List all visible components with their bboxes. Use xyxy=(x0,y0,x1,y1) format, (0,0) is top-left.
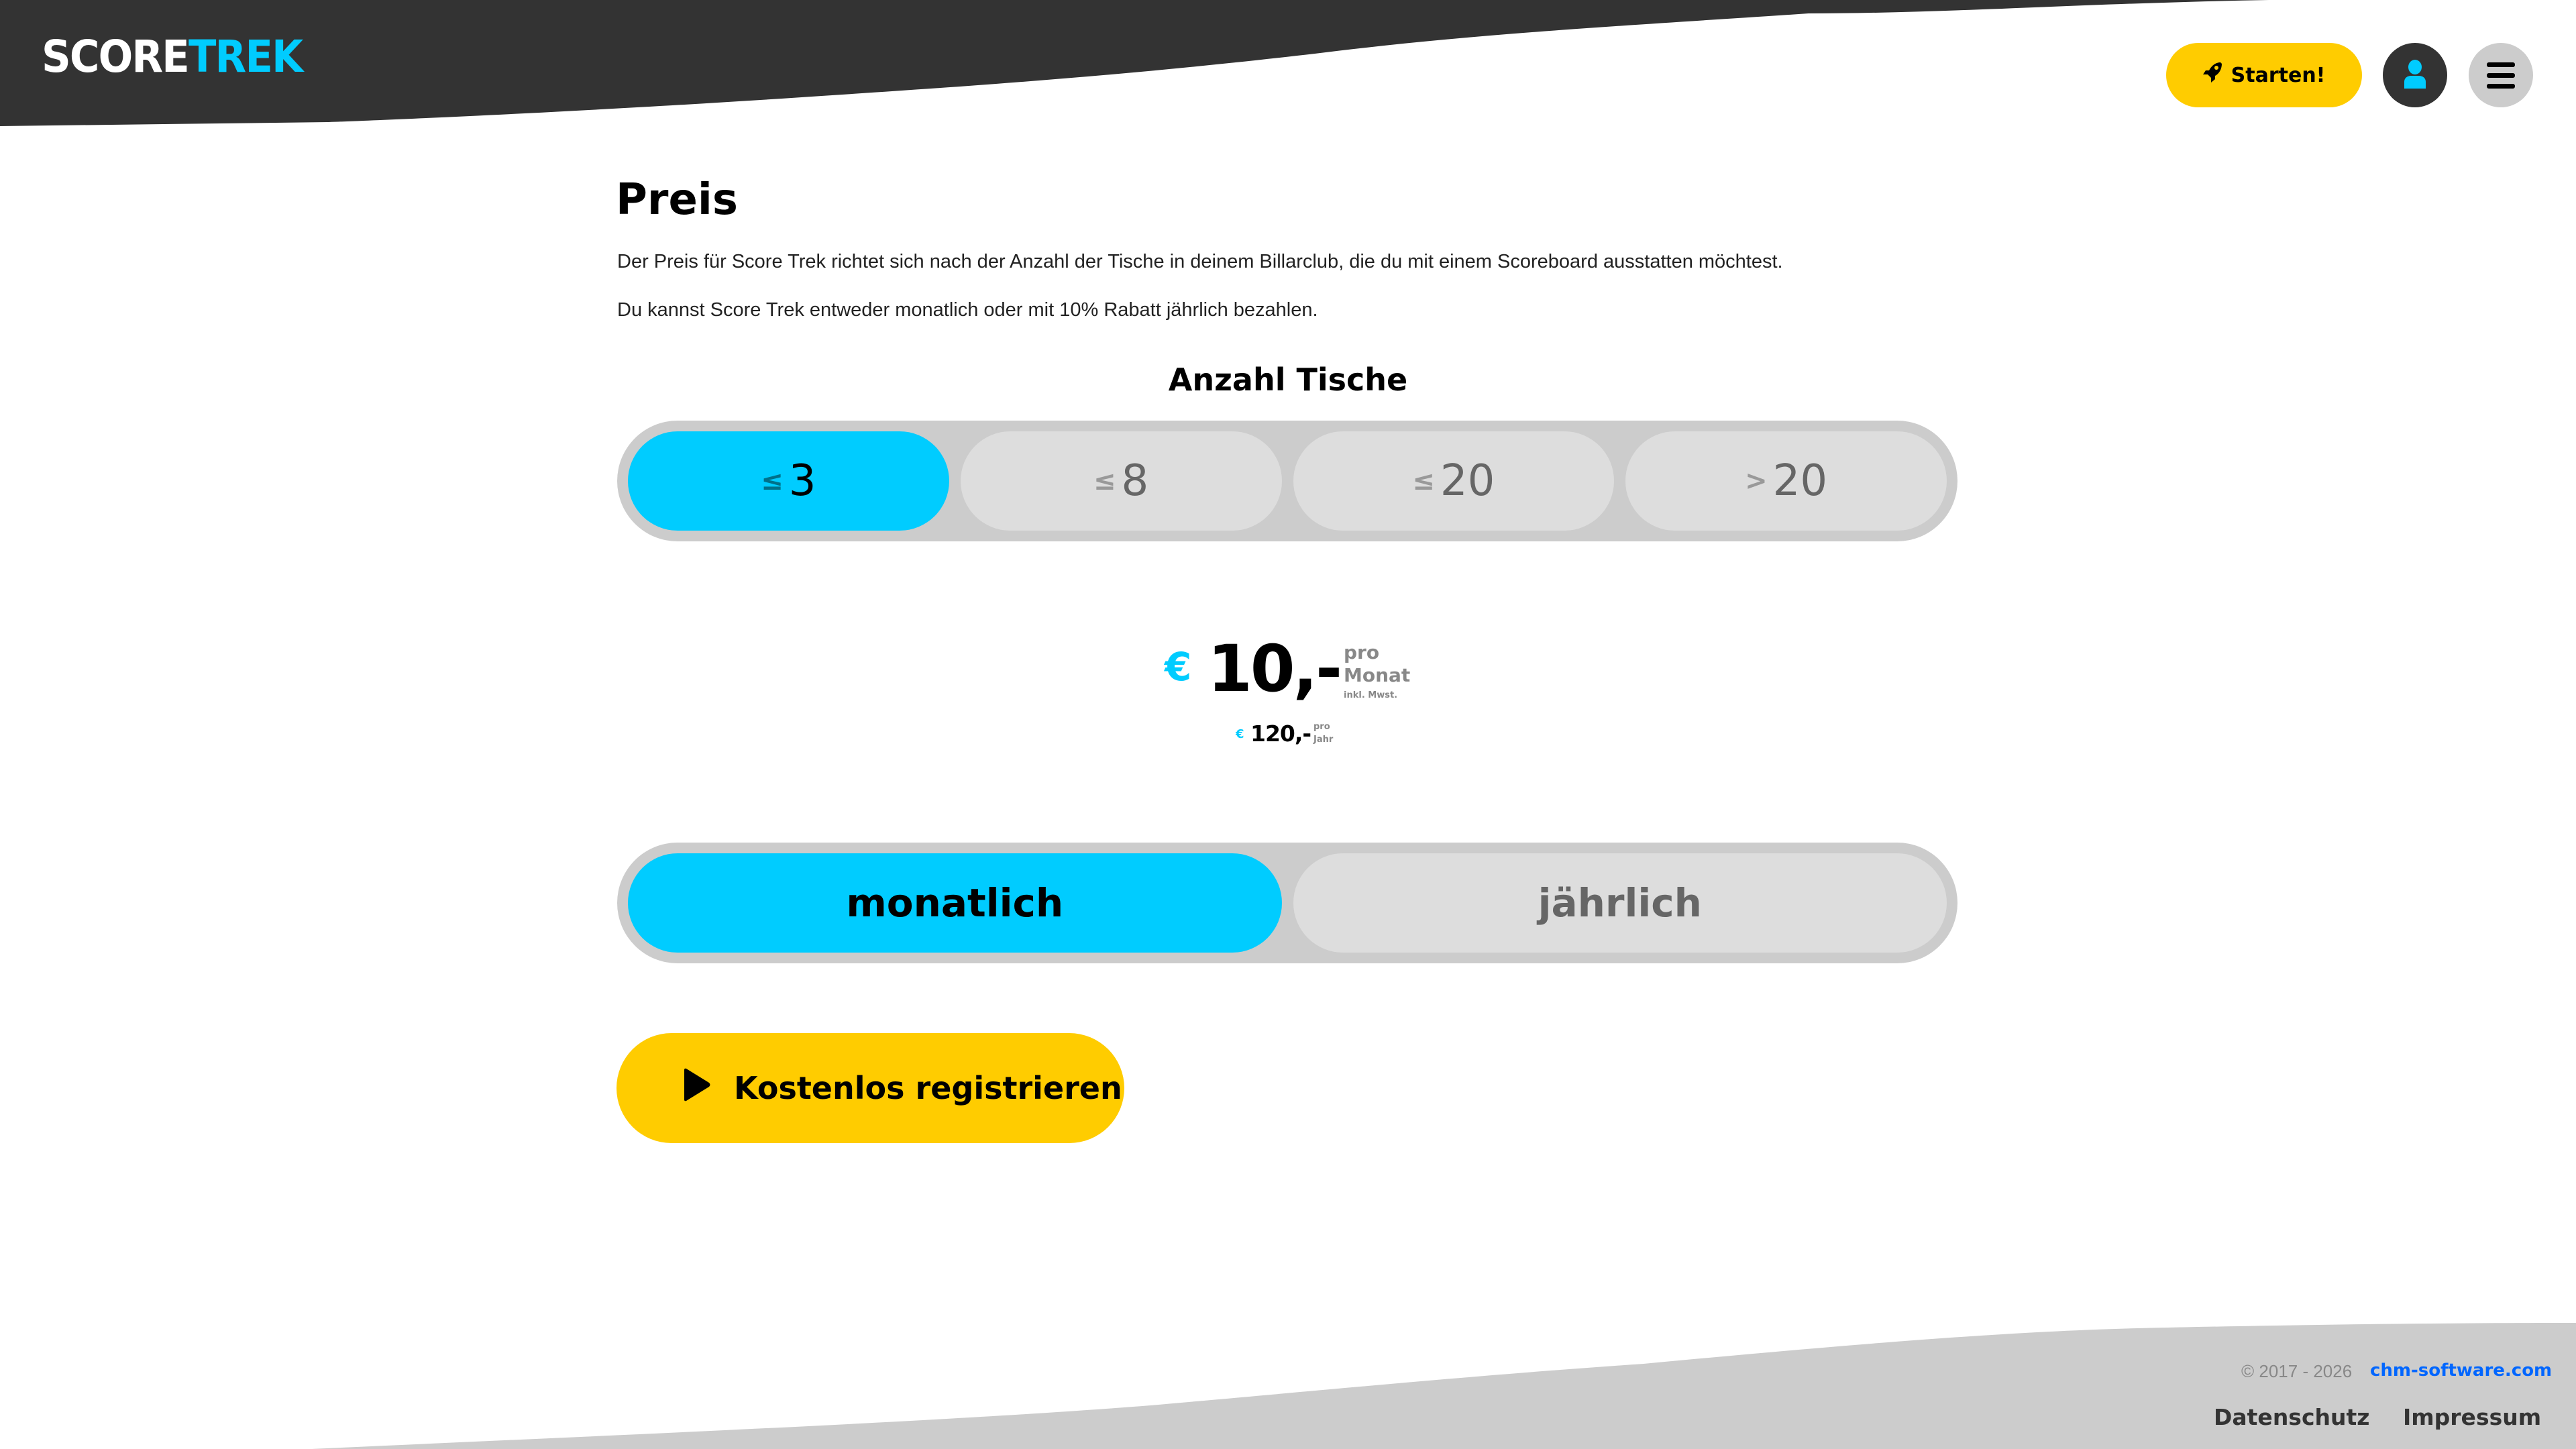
hamburger-menu-icon-bar xyxy=(2487,73,2515,78)
hamburger-menu-icon xyxy=(2487,62,2515,67)
logo[interactable] xyxy=(42,31,303,83)
privacy-link[interactable]: Datenschutz xyxy=(2214,1404,2370,1430)
rocket-icon xyxy=(2203,61,2223,89)
account-button[interactable] xyxy=(2383,43,2447,107)
monthly-per-label: pro xyxy=(1344,641,1380,663)
logo-part-score: SCORE xyxy=(42,31,189,83)
menu-button[interactable] xyxy=(2469,43,2533,107)
user-icon xyxy=(2402,59,2428,92)
period-option-label: jährlich xyxy=(1538,880,1702,926)
monthly-price: 10,- xyxy=(1208,631,1340,706)
tables-option-value: 20 xyxy=(1772,456,1828,506)
tables-option-le-3[interactable] xyxy=(628,431,949,531)
tables-selector xyxy=(617,421,1957,541)
monthly-period-label: Monat xyxy=(1344,664,1411,686)
yearly-per-label: pro xyxy=(1313,722,1330,732)
less-equal-symbol: ≤ xyxy=(761,466,784,496)
start-button[interactable] xyxy=(2166,43,2362,107)
period-option-yearly[interactable] xyxy=(1293,853,1947,953)
tables-option-value: 20 xyxy=(1440,456,1495,506)
tables-option-gt-20[interactable] xyxy=(1625,431,1947,531)
logo-part-trek: TREK xyxy=(188,31,303,83)
billing-paragraph: Du kannst Score Trek entweder monatlich oder mit 10% Rabatt jährlich bezahlen. xyxy=(617,299,1318,321)
imprint-link[interactable]: Impressum xyxy=(2403,1404,2542,1430)
period-option-monthly[interactable] xyxy=(628,853,1282,953)
yearly-price: 120,- xyxy=(1250,720,1311,747)
period-option-label: monatlich xyxy=(846,880,1064,926)
tables-option-value: 3 xyxy=(788,456,816,506)
intro-paragraph: Der Preis für Score Trek richtet sich nach der Anzahl der Tische in deinem Billarclub, die du mit einem Scoreboard ausstatten möchtest. xyxy=(617,251,1783,272)
greater-than-symbol: > xyxy=(1745,466,1768,496)
register-free-button[interactable] xyxy=(616,1033,1124,1143)
page-title: Preis xyxy=(616,175,738,225)
tables-option-le-20[interactable] xyxy=(1293,431,1615,531)
footer-background-wave xyxy=(0,1315,2576,1449)
register-free-label: Kostenlos registrieren xyxy=(734,1070,1122,1106)
play-icon xyxy=(682,1068,711,1109)
yearly-currency-symbol: € xyxy=(1236,727,1244,741)
copyright: © 2017 - 2026 xyxy=(2241,1361,2353,1381)
tables-option-le-8[interactable] xyxy=(961,431,1282,531)
hamburger-menu-icon-bar xyxy=(2487,84,2515,89)
tables-selector-title: Anzahl Tische xyxy=(1168,362,1408,398)
vat-note: inkl. Mwst. xyxy=(1344,690,1398,700)
company-link[interactable]: chm-software.com xyxy=(2370,1360,2553,1381)
yearly-period-label: Jahr xyxy=(1313,735,1334,745)
less-equal-symbol: ≤ xyxy=(1093,466,1116,496)
start-button-label: Starten! xyxy=(2231,63,2326,87)
currency-symbol: € xyxy=(1165,644,1192,690)
less-equal-symbol: ≤ xyxy=(1412,466,1435,496)
tables-option-value: 8 xyxy=(1121,456,1149,506)
billing-period-selector xyxy=(617,843,1957,963)
